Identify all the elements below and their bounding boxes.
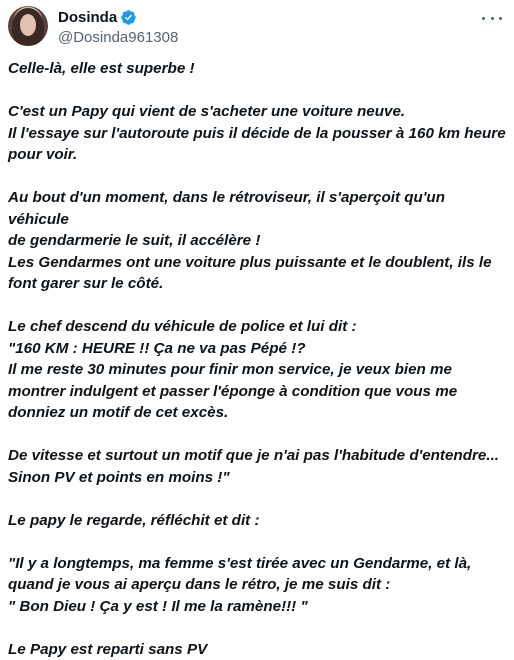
tweet-text-line: Le Papy est reparti sans PV bbox=[8, 639, 508, 660]
paragraph-gap bbox=[8, 424, 508, 446]
display-name[interactable]: Dosinda bbox=[58, 9, 117, 26]
paragraph-gap bbox=[8, 617, 508, 639]
more-options-icon[interactable] bbox=[482, 10, 502, 26]
tweet-header bbox=[8, 6, 506, 46]
paragraph-gap bbox=[8, 531, 508, 553]
author-block bbox=[58, 8, 178, 46]
paragraph-gap bbox=[8, 488, 508, 510]
tweet-text-line: Les Gendarmes ont une voiture plus puissante et le doublent, ils le bbox=[8, 252, 508, 274]
tweet-text-line: donniez un motif de cet excès. bbox=[8, 402, 508, 424]
avatar-face bbox=[20, 14, 36, 36]
tweet-text-line: font garer sur le côté. bbox=[8, 273, 508, 295]
tweet-text-line: quand je vous ai aperçu dans le rétro, je me suis dit : bbox=[8, 574, 508, 596]
more-dot bbox=[491, 17, 494, 20]
tweet-text-line: " Bon Dieu ! Ça y est ! Il me la ramène!!! " bbox=[8, 596, 508, 618]
verified-badge-icon bbox=[120, 9, 137, 26]
handle[interactable]: @Dosinda961308 bbox=[58, 29, 178, 46]
more-dot bbox=[482, 17, 485, 20]
tweet-text-line: "Il y a longtemps, ma femme s'est tirée avec un Gendarme, et là, bbox=[8, 553, 508, 575]
tweet-text-line: "160 KM : HEURE !! Ça ne va pas Pépé !? bbox=[8, 338, 508, 360]
paragraph-gap bbox=[8, 295, 508, 317]
tweet-text-line: Le papy le regarde, réfléchit et dit : bbox=[8, 510, 508, 532]
paragraph-gap bbox=[8, 166, 508, 188]
tweet-text-line: montrer indulgent et passer l'éponge à condition que vous me bbox=[8, 381, 508, 403]
tweet-text-line: Sinon PV et points en moins !" bbox=[8, 467, 508, 489]
tweet-text-line: Il l'essaye sur l'autoroute puis il décide de la pousser à 160 km heure bbox=[8, 123, 508, 145]
tweet-text-line: Le chef descend du véhicule de police et lui dit : bbox=[8, 316, 508, 338]
tweet-text-line: De vitesse et surtout un motif que je n'ai pas l'habitude d'entendre... bbox=[8, 445, 508, 467]
name-row bbox=[58, 8, 178, 27]
more-dot bbox=[499, 17, 502, 20]
tweet-text bbox=[8, 58, 508, 660]
tweet-text-line: Au bout d'un moment, dans le rétroviseur, il s'aperçoit qu'un véhicule bbox=[8, 187, 508, 230]
tweet-text-line: C'est un Papy qui vient de s'acheter une voiture neuve. bbox=[8, 101, 508, 123]
tweet-text-line: Il me reste 30 minutes pour finir mon service, je veux bien me bbox=[8, 359, 508, 381]
avatar[interactable] bbox=[8, 6, 48, 46]
paragraph-gap bbox=[8, 80, 508, 102]
tweet-text-line: Celle-là, elle est superbe ! bbox=[8, 58, 508, 80]
tweet-text-line: pour voir. bbox=[8, 144, 508, 166]
tweet-text-line: de gendarmerie le suit, il accélère ! bbox=[8, 230, 508, 252]
